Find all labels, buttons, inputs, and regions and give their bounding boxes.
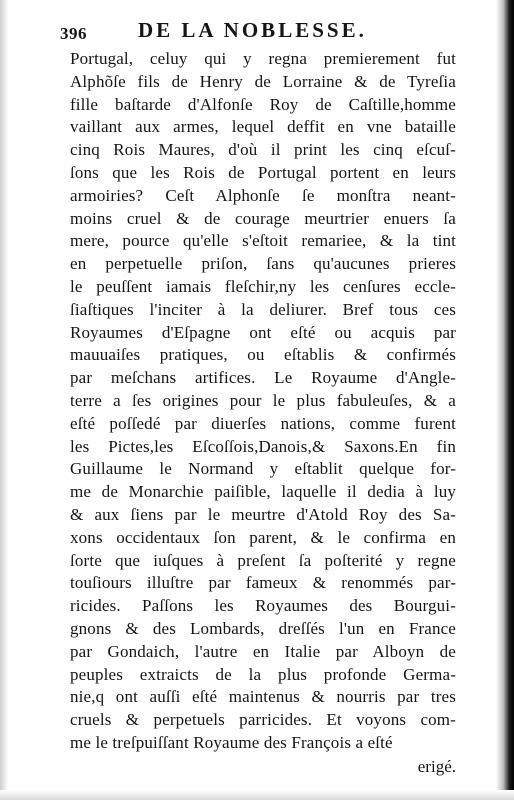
text-line: Alphõſe fils de Henry de Lorraine & de Tyreſia xyxy=(70,71,456,91)
text-line: ſorte que iuſques à preſent ſa poſterité y regne xyxy=(70,550,456,570)
text-line: le peuſſent iamais fleſchir,ny les cenſures eccle- xyxy=(70,276,456,296)
text-line: fille baſtarde d'Alfonſe Roy de Caſtille,homme xyxy=(70,94,456,114)
text-line: par Gondaich, l'autre en Italie par Alboyn de xyxy=(70,641,456,661)
page-edge-left xyxy=(0,0,8,800)
text-line: & aux ſiens par le meurtre d'Atold Roy des Sa- xyxy=(70,504,456,524)
text-line: me le treſpuiſſant Royaume des François a eſté xyxy=(70,732,393,752)
text-line: eſté poſſedé par diuerſes nations, comme furent xyxy=(70,413,456,433)
body-text xyxy=(70,48,456,779)
text-line: ſiaſtiques l'inciter à la deliurer. Bref tous ces xyxy=(70,299,456,319)
text-line: Royaumes d'Eſpagne ont eſté ou acquis par xyxy=(70,322,456,342)
text-line: armoiries? Ceſt Alphonſe ſe monſtra neant- xyxy=(70,185,456,205)
book-page xyxy=(60,14,456,779)
text-line: Portugal, celuy qui y regna premierement fut xyxy=(70,49,456,68)
running-title: DE LA NOBLESSE. xyxy=(138,18,367,42)
text-line: peuples extraicts de la plus profonde Germa- xyxy=(70,664,456,684)
text-line: ſons que les Rois de Portugal portent en leurs xyxy=(70,162,456,182)
text-line: mauuaiſes pratiques, ou eſtablis & confirmés xyxy=(70,345,456,365)
text-line: touſiours illuſtre par fameux & renommés par- xyxy=(70,573,456,593)
text-line: me de Monarchie paiſible, laquelle il dedia à luy xyxy=(70,482,456,502)
text-line: par meſchans artifices. Le Royaume d'Angle- xyxy=(70,368,456,388)
running-head xyxy=(60,14,456,48)
text-line: nie,q ont auſſi eſté maintenus & nourris par tres xyxy=(70,687,456,707)
text-line: vaillant aux armes, lequel deffit en vne bataille xyxy=(70,117,456,137)
text-line: cruels & perpetuels parricides. Et voyons com- xyxy=(70,710,456,730)
text-line: les Pictes,les Eſcoſſois,Danois,& Saxons.En fin xyxy=(70,436,456,456)
text-line: cinq Rois Maures, d'où il print les cinq eſcuſ- xyxy=(70,140,456,160)
text-line: Guillaume le Normand y eſtablit quelque for- xyxy=(70,459,456,479)
text-line: ricides. Paſſons les Royaumes des Bourgui- xyxy=(70,596,456,616)
text-line: gnons & des Lombards, dreſſés l'un en France xyxy=(70,618,456,638)
page-edge-right xyxy=(496,0,514,800)
text-line: terre a ſes origines pour le plus fabuleuſes, & a xyxy=(70,390,456,410)
page-number: 396 xyxy=(60,24,87,43)
page-edge-bottom xyxy=(0,790,514,800)
catchword: erigé. xyxy=(417,756,456,776)
text-line: xons occidentaux ſon parent, & le confirma en xyxy=(70,527,456,547)
text-line: moins cruel & de courage meurtrier enuers ſa xyxy=(70,208,456,228)
text-line: en perpetuelle priſon, ſans qu'aucunes prieres xyxy=(70,254,456,274)
text-line: mere, pource qu'elle s'eſtoit remariee, & la tint xyxy=(70,231,456,251)
